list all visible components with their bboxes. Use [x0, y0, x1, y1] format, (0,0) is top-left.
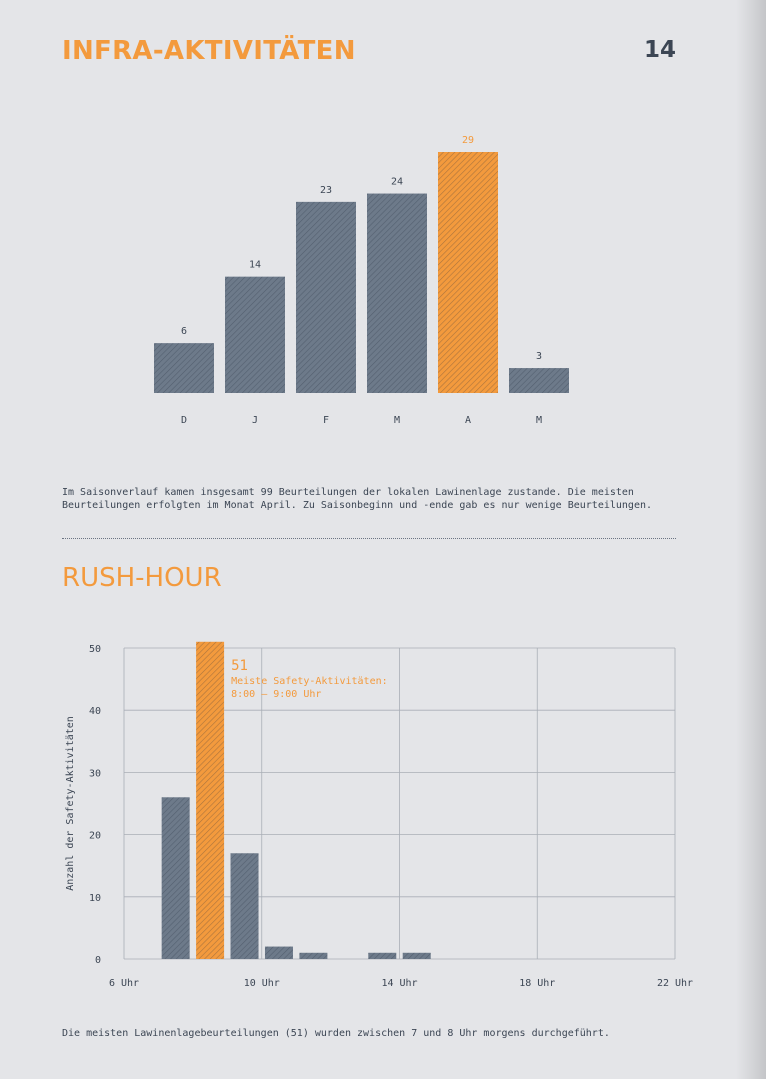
- y-tick-label: 30: [88, 768, 101, 780]
- data-label: 3: [535, 351, 543, 363]
- bar-f-2: [296, 202, 356, 393]
- data-label: 6: [180, 326, 188, 338]
- x-tick-label: D: [180, 415, 188, 426]
- section-title-rush-hour: RUSH-HOUR: [62, 563, 222, 593]
- bar-hour-9: [231, 853, 259, 959]
- peak-value-annotation: 51: [231, 657, 248, 674]
- x-tick-label: A: [464, 415, 472, 426]
- bar-m-5: [509, 368, 569, 393]
- page-title: INFRA-AKTIVITÄTEN: [62, 36, 356, 66]
- y-axis-label: Anzahl der Safety-Aktivitäten: [65, 716, 76, 891]
- x-tick-label: M: [393, 415, 401, 426]
- data-label: 14: [248, 259, 262, 271]
- season-summary-paragraph: Im Saisonverlauf kamen insgesamt 99 Beurteilungen der lokalen Lawinenlage zustande. Die meisten Beurteilungen erfolgten im Monat April. Zu Saisonbeginn und -ende gab es nur wenige Beurteilungen.: [62, 487, 653, 511]
- bar-d-0: [154, 343, 214, 393]
- x-tick-label: 22 Uhr: [656, 978, 694, 989]
- y-tick-label: 50: [88, 644, 101, 655]
- y-tick-label: 10: [88, 892, 101, 904]
- peak-annotation-line1: Meiste Safety-Aktivitäten:: [231, 675, 388, 687]
- data-label: 24: [390, 176, 404, 188]
- data-label: 23: [319, 184, 333, 196]
- bar-hour-11: [299, 953, 327, 959]
- bar-a-4: [438, 152, 498, 393]
- peak-annotation-line2: 8:00 – 9:00 Uhr: [231, 688, 322, 700]
- bar-hour-8: [196, 642, 224, 959]
- y-tick-label: 0: [94, 955, 101, 966]
- x-tick-label: 18 Uhr: [519, 978, 556, 989]
- page-number: 14: [644, 37, 677, 63]
- x-tick-label: J: [251, 415, 259, 426]
- rush-hour-bar-chart: [0, 620, 766, 1000]
- bar-m-3: [367, 194, 427, 393]
- y-tick-label: 20: [88, 830, 101, 842]
- x-tick-label: 6 Uhr: [108, 978, 140, 989]
- bar-hour-10: [265, 947, 293, 959]
- data-label: 29: [461, 135, 475, 146]
- x-tick-label: 14 Uhr: [381, 978, 418, 989]
- bar-hour-7: [162, 797, 190, 959]
- x-tick-label: F: [322, 415, 330, 426]
- bar-hour-14: [403, 953, 431, 959]
- infra-activity-bar-chart: [0, 120, 766, 440]
- rush-hour-summary-paragraph: Die meisten Lawinenlagebeurteilungen (51) wurden zwischen 7 und 8 Uhr morgens durchgeführt.: [62, 1028, 610, 1039]
- x-tick-label: 10 Uhr: [243, 978, 280, 989]
- bar-j-1: [225, 277, 285, 393]
- x-tick-label: M: [535, 415, 543, 426]
- section-divider: [62, 538, 676, 539]
- y-tick-label: 40: [88, 706, 101, 718]
- bar-hour-13: [368, 953, 396, 959]
